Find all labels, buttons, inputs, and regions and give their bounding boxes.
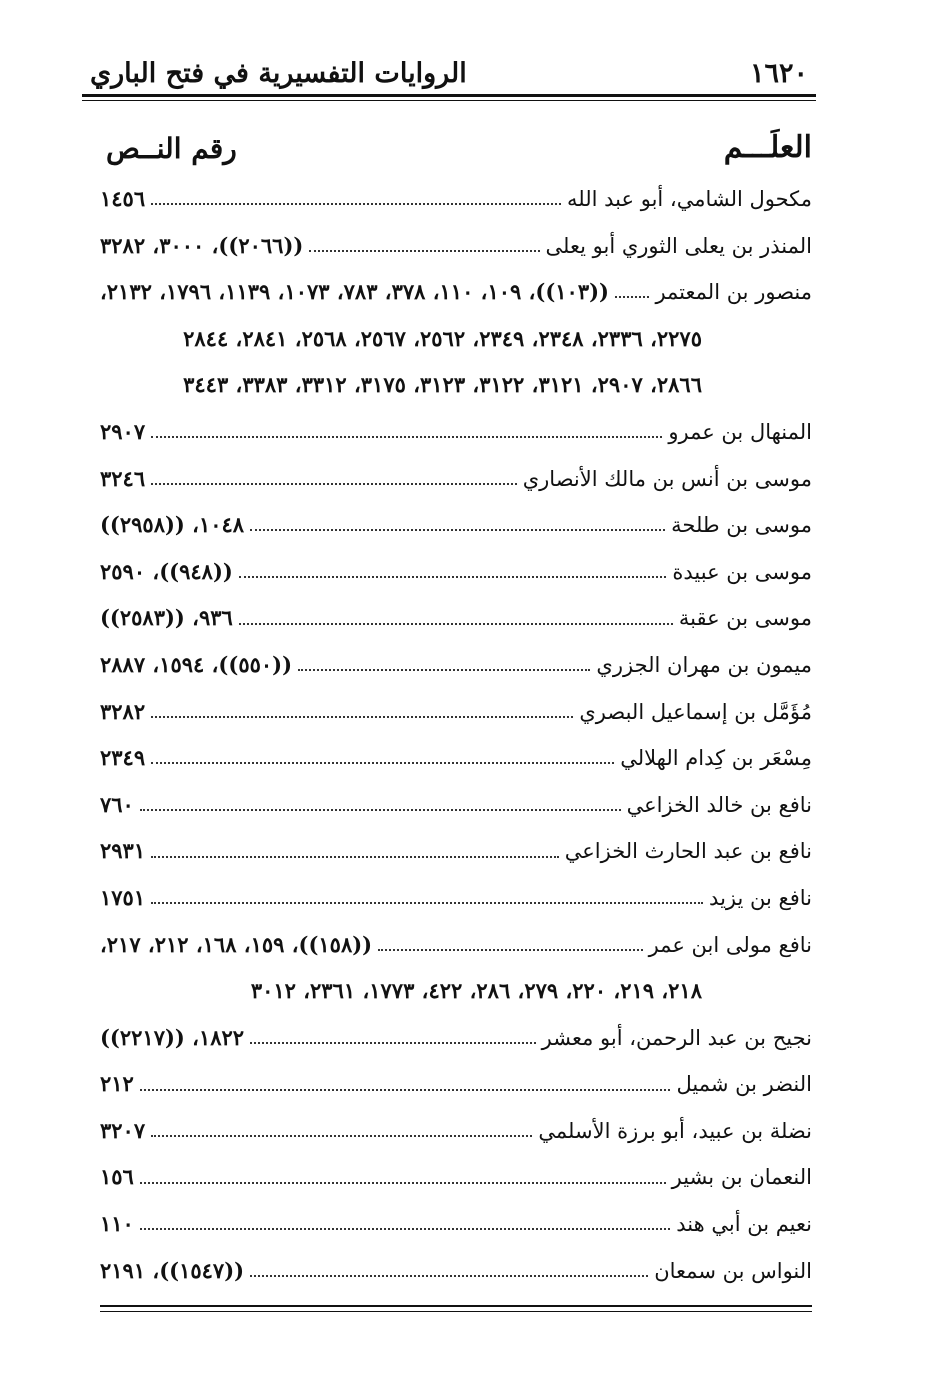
- dot-leader: [151, 436, 662, 438]
- column-header-ref: رقم النــص: [106, 132, 237, 165]
- dot-leader: [140, 809, 621, 811]
- index-row: [100, 875, 812, 922]
- text-numbers: ١٨٢٢، ((٢٢١٧)): [100, 1024, 245, 1050]
- person-name: النواس بن سمعان: [654, 1258, 812, 1283]
- text-numbers: ١٤٥٦: [100, 186, 146, 211]
- text-numbers: ١٧٥١: [100, 884, 146, 910]
- person-name: نافع بن يزيد: [709, 885, 812, 910]
- text-numbers-continued: ٢٢٧٥، ٢٣٣٦، ٢٣٤٨، ٢٣٤٩، ٢٥٦٢، ٢٥٦٧، ٢٥٦٨، ٢٨٤١، ٢٨٤٤: [183, 325, 702, 351]
- text-numbers: ٢٣٤٩: [100, 745, 146, 771]
- index-row: [100, 1201, 812, 1248]
- index-row: [100, 409, 812, 456]
- index-row: [100, 549, 812, 596]
- person-name: موسى بن عبيدة: [672, 559, 812, 584]
- person-name: مُؤَمَّل بن إسماعيل البصري: [579, 699, 812, 724]
- book-title: الروايات التفسيرية في فتح الباري: [90, 58, 467, 89]
- index-row: [100, 689, 812, 736]
- person-name: المنهال بن عمرو: [668, 419, 812, 444]
- index-row: [100, 502, 812, 549]
- dot-leader: [250, 529, 665, 531]
- person-name: ميمون بن مهران الجزري: [596, 652, 812, 677]
- person-name: موسى بن أنس بن مالك الأنصاري: [522, 466, 812, 491]
- footer-rule-thin: [100, 1311, 812, 1312]
- dot-leader: [151, 762, 614, 764]
- footer-rule: [100, 1305, 812, 1307]
- column-headers: [100, 130, 812, 170]
- text-numbers-continued: ٢١٨، ٢١٩، ٢٢٠، ٢٧٩، ٢٨٦، ٤٢٢، ١٧٧٣، ٢٣٦١، ٣٠١٢: [250, 978, 702, 1004]
- dot-leader: [151, 856, 559, 858]
- text-numbers: ((٩٤٨))، ٢٥٩٠: [100, 558, 233, 584]
- index-entries: [100, 176, 812, 1294]
- index-row: [100, 456, 812, 503]
- person-name: النعمان بن بشير: [671, 1165, 812, 1190]
- text-numbers: ٣٢٠٧: [100, 1117, 146, 1143]
- person-name: مِسْعَر بن كِدام الهلالي: [620, 746, 812, 771]
- person-name: منصور بن المعتمر: [655, 280, 812, 305]
- dot-leader: [151, 203, 561, 205]
- index-row: [100, 1015, 812, 1062]
- dot-leader: [250, 1042, 536, 1044]
- person-name: نضلة بن عبيد، أبو برزة الأسلمي: [538, 1118, 812, 1143]
- dot-leader: [309, 250, 539, 252]
- text-numbers: ٢٩٠٧: [100, 418, 146, 444]
- text-numbers: ٣٢٨٢: [100, 698, 146, 724]
- index-row: [100, 595, 812, 642]
- person-name: نافع مولى ابن عمر: [648, 932, 812, 957]
- dot-leader: [151, 902, 703, 904]
- dot-leader: [151, 716, 573, 718]
- text-numbers: ٢١٢: [100, 1071, 134, 1097]
- text-numbers: ((١٥٤٧))، ٢١٩١: [100, 1257, 245, 1283]
- index-row: [100, 735, 812, 782]
- index-row: [100, 1154, 812, 1201]
- text-numbers: ٧٦٠: [100, 791, 134, 817]
- dot-leader: [239, 623, 673, 625]
- index-row: [100, 362, 812, 409]
- dot-leader: [140, 1089, 671, 1091]
- index-row: [100, 316, 812, 363]
- text-numbers: ((١٥٨))، ١٥٩، ١٦٨، ٢١٢، ٢١٧،: [100, 931, 373, 957]
- index-row: [100, 1248, 812, 1295]
- person-name: مكحول الشامي، أبو عبد الله: [567, 187, 812, 211]
- person-name: نافع بن عبد الحارث الخزاعي: [564, 839, 812, 864]
- index-row: [100, 828, 812, 875]
- column-header-name: العلَـــم: [723, 130, 812, 165]
- dot-leader: [239, 576, 667, 578]
- dot-leader: [151, 1135, 532, 1137]
- dot-leader: [378, 949, 642, 951]
- index-row: [100, 1061, 812, 1108]
- index-row: [100, 782, 812, 829]
- header-rule-thin: [82, 100, 816, 101]
- page-number: ١٦٢٠: [749, 58, 808, 89]
- person-name: نعيم بن أبي هند: [676, 1212, 812, 1237]
- index-row: [100, 1108, 812, 1155]
- person-name: نافع بن خالد الخزاعي: [626, 792, 812, 817]
- index-row: [100, 223, 812, 270]
- dot-leader: [151, 483, 517, 485]
- text-numbers: ١٠٤٨، ((٢٩٥٨)): [100, 512, 245, 538]
- text-numbers: ٣٢٤٦: [100, 465, 146, 491]
- index-row: [100, 922, 812, 969]
- text-numbers: ((٢٠٦٦))، ٣٠٠٠، ٣٢٨٢: [100, 232, 304, 258]
- dot-leader: [140, 1228, 670, 1230]
- person-name: موسى بن عقبة: [678, 606, 812, 631]
- text-numbers: ((٥٥٠))، ١٥٩٤، ٢٨٨٧: [100, 651, 293, 677]
- dot-leader: [615, 296, 649, 298]
- text-numbers: ٩٣٦، ((٢٥٨٣)): [100, 605, 233, 631]
- person-name: موسى بن طلحة: [671, 513, 812, 538]
- index-row: [100, 968, 812, 1015]
- text-numbers-continued: ٢٨٦٦، ٢٩٠٧، ٣١٢١، ٣١٢٢، ٣١٢٣، ٣١٧٥، ٣٣١٢، ٣٣٨٣، ٣٤٤٣: [183, 372, 702, 398]
- dot-leader: [250, 1275, 648, 1277]
- running-header: [82, 56, 816, 98]
- dot-leader: [298, 669, 590, 671]
- text-numbers: ٢٩٣١: [100, 838, 146, 864]
- header-rule: [82, 94, 816, 97]
- text-numbers: ١١٠: [100, 1211, 134, 1237]
- index-row: [100, 642, 812, 689]
- index-row: [100, 269, 812, 316]
- dot-leader: [140, 1182, 666, 1184]
- text-numbers: ١٥٦: [100, 1164, 134, 1190]
- text-numbers: ((١٠٣))، ١٠٩، ١١٠، ٣٧٨، ٧٨٣، ١٠٧٣، ١١٣٩، ١٧٩٦، ٢١٣٢،: [100, 279, 609, 305]
- index-row: [100, 176, 812, 223]
- person-name: المنذر بن يعلى الثوري أبو يعلى: [545, 233, 812, 258]
- person-name: النضر بن شميل: [676, 1072, 812, 1097]
- person-name: نجيح بن عبد الرحمن، أبو معشر: [541, 1025, 812, 1050]
